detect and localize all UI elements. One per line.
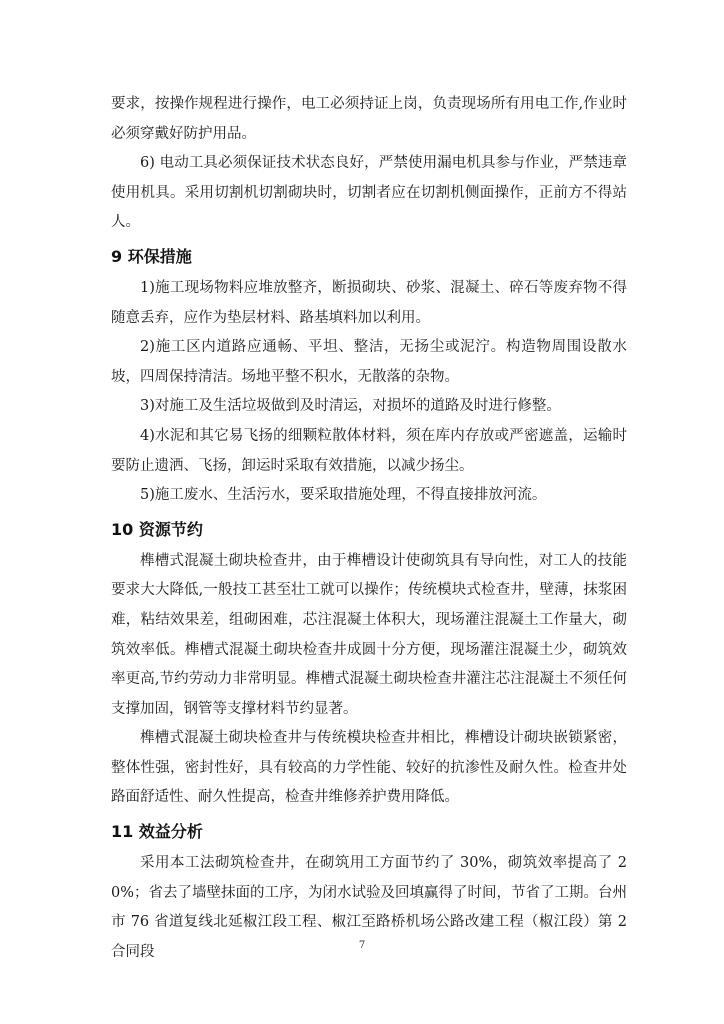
paragraph-continued: 要求，按操作规程进行操作，电工必须持证上岗，负责现场所有用电工作,作业时必须穿戴好防护用品。 [111, 96, 627, 142]
page-body [111, 90, 627, 967]
resource-paragraph-2: 榫槽式混凝土砌块检查井与传统模块检查井相比，榫槽设计砌块嵌锁紧密，整体性强，密封性好，具有较高的力学性能、较好的抗渗性及耐久性。检查井处路面舒适性、耐久性提高，检查井维修养护费用降低。 [111, 730, 627, 806]
page-number: 7 [358, 940, 366, 951]
section-heading-benefit-analysis: 11 效益分析 [111, 822, 203, 842]
env-item-4: 4)水泥和其它易飞扬的细颗粒散体材料，须在库内存放或严密遮盖，运输时要防止遗洒、飞扬，卸运时采取有效措施，以减少扬尘。 [111, 427, 627, 474]
section-heading-environment: 9 环保措施 [111, 246, 192, 266]
benefit-paragraph-1: 采用本工法砌筑检查井，在砌筑用工方面节约了 30%，砌筑效率提高了 20%；省去了墙壁抹面的工序，为闭水试验及回填赢得了时间，节省了工期。台州市 76 省道复线北延椒江段工程、椒江至路桥机场公路改建工程（椒江段）第 2 合同段 [111, 855, 628, 960]
env-item-1: 1)施工现场物料应堆放整齐，断损砌块、砂浆、混凝土、碎石等废弃物不得随意丢弃，应作为垫层材料、路基填料加以利用。 [111, 279, 627, 326]
env-item-3: 3)对施工及生活垃圾做到及时清运，对损坏的道路及时进行修整。 [140, 398, 561, 415]
env-item-2: 2)施工区内道路应通畅、平坦、整洁，无扬尘或泥泞。构造物周围设散水坡，四周保持清洁。场地平整不积水，无散落的杂物。 [111, 339, 627, 385]
section-heading-resource-saving: 10 资源节约 [111, 519, 203, 539]
env-item-5: 5)施工废水、生活污水，要采取措施处理，不得直接排放河流。 [140, 487, 547, 504]
resource-paragraph-1: 榫槽式混凝土砌块检查井，由于榫槽设计使砌筑具有导向性，对工人的技能要求大大降低,一般技工甚至壮工就可以操作；传统模块式检查井，壁薄，抹浆困难，粘结效果差，组砌困难，芯注混凝土体积大，现场灌注混凝土工作量大，砌筑效率低。榫槽式混凝土砌块检查井成圆十分方便，现场灌注混凝土少，砌筑效率更高,节约劳动力非常明显。榫槽式混凝土砌块检查井灌注芯注混凝土不须任何支撑加固，钢管等支撑材料节约显著。 [111, 552, 627, 717]
paragraph-power-tools: 6) 电动工具必须保证技术状态良好，严禁使用漏电机具参与作业，严禁违章使用机具。采用切割机切割砌块时，切割者应在切割机侧面操作，正前方不得站人。 [111, 155, 627, 231]
